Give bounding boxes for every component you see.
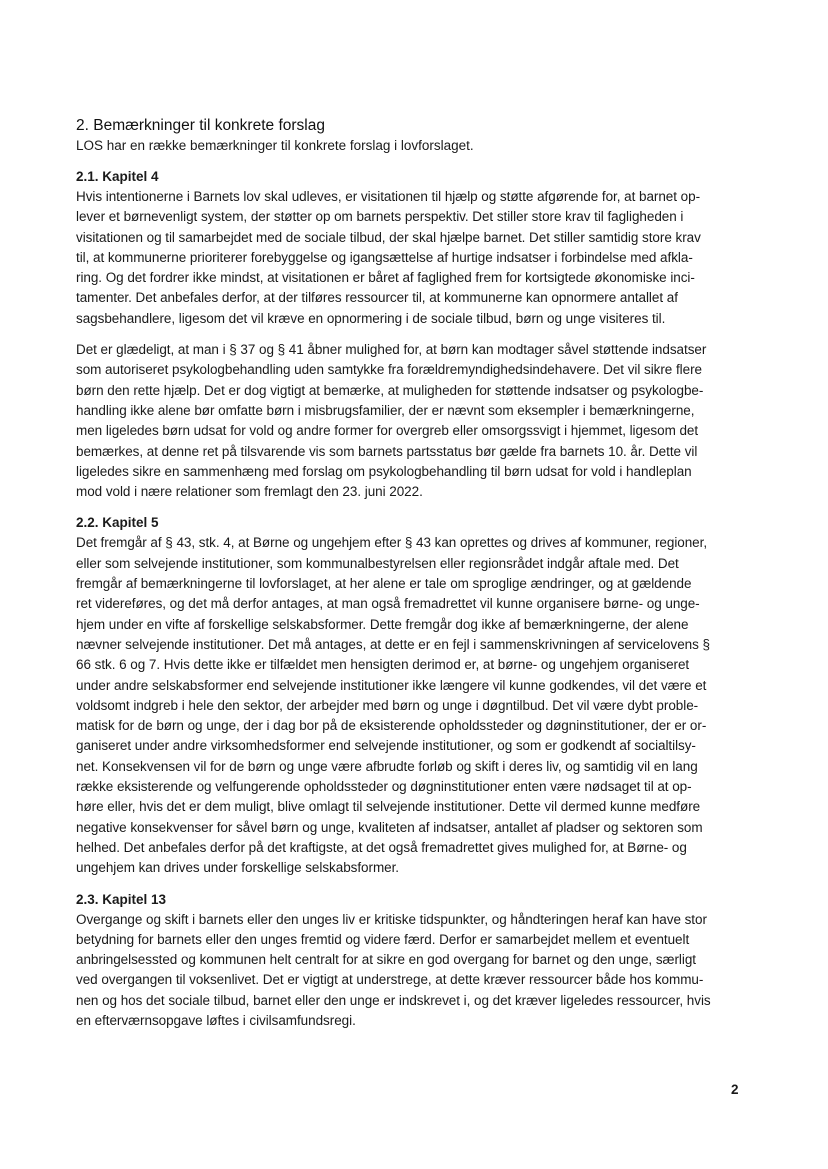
text-line: handling ikke alene bør omfatte børn i misbrugsfamilier, der er nævnt som eksempler i bemærkningerne, [76, 402, 695, 418]
text-line: sagsbehandlere, ligesom det vil kræve en opnormering i de sociale tilbud, børn og unge visiteres til. [76, 310, 666, 326]
text-line: mod vold i nære relationer som fremlagt den 23. juni 2022. [76, 484, 423, 500]
text-line: betydning for barnets eller den unges fremtid og videre færd. Derfor er samarbejdet mellem et eventuelt [76, 931, 690, 947]
text-line: tamenter. Det anbefales derfor, at der tilføres ressourcer til, at kommunerne kan opnormere antallet af [76, 290, 678, 306]
text-line: Hvis intentionerne i Barnets lov skal udleves, er visitationen til hjælp og støtte afgørende for, at barnet op- [76, 189, 701, 204]
text-line: børn den rette hjælp. Det er dog vigtigt at bemærke, at muligheden for støttende indsatser og psykologbe- [76, 382, 704, 398]
text-line: lever et børnevenligt system, der støtter op om barnets perspektiv. Det stiller store krav til fagligheden i [76, 209, 684, 225]
paragraph-kapitel-4-1 [76, 187, 744, 329]
document-page [76, 116, 744, 1042]
text-line: eller som selvejende institutioner, som kommunalbestyrelsen eller regionsrådet indgår aftale med. Det [76, 555, 679, 571]
text-line: bemærkes, at denne ret på tilsvarende vis som barnets partsstatus bør gælde fra barnets 10. år. Dette vil [76, 443, 698, 459]
heading-kapitel-5: 2.2. Kapitel 5 [76, 515, 159, 531]
text-line: under andre selskabsformer end selvejende institutioner ikke længere vil kunne godkendes, vil det være et [76, 677, 707, 693]
heading-kapitel-13: 2.3. Kapitel 13 [76, 891, 167, 907]
text-line: række eksisterende og velfungerende opholdssteder og døgninstitutioner enten være nødsaget til at op- [76, 779, 692, 795]
text-line: fremgår af bemærkningerne til lovforslaget, at her alene er tale om sproglige ændringer, og at gældende [76, 576, 692, 592]
text-line: net. Konsekvensen vil for de børn og unge være afbrudte forløb og skift i deres liv, og samtidig vil en lang [76, 758, 698, 774]
text-line: ungehjem kan drives under forskellige selskabsformer. [76, 860, 400, 876]
heading-kapitel-4: 2.1. Kapitel 4 [76, 169, 159, 184]
text-line: som autoriseret psykologbehandling uden samtykke fra forældremyndighedsindehavere. Det vil sikre flere [76, 362, 702, 378]
text-line: matisk for de børn og unge, der i dag bor på de eksisterende opholdssteder og døgninstitutioner, der er or- [76, 718, 707, 734]
paragraph-kapitel-13 [76, 910, 744, 1032]
text-line: negative konsekvenser for såvel børn og unge, kvaliteten af indsatser, antallet af pladser og sektoren som [76, 819, 703, 835]
text-line: anbringelsessted og kommunen helt centralt for at sikre en god overgang for barnet og den unge, særligt [76, 952, 696, 968]
section-intro: LOS har en række bemærkninger til konkrete forslag i lovforslaget. [76, 138, 474, 153]
text-line: Det fremgår af § 43, stk. 4, at Børne og ungehjem efter § 43 kan oprettes og drives af kommuner, regioner, [76, 535, 708, 551]
text-line: ret videreføres, og det må derfor antages, at man også fremadrettet vil kunne organisere børne- og unge- [76, 596, 700, 612]
page-number: 2 [731, 1082, 739, 1097]
paragraph-kapitel-5 [76, 533, 744, 878]
paragraph-kapitel-4-2 [76, 340, 744, 502]
text-line: til, at kommunerne prioriterer forebyggelse og igangsættelse af hurtige indsatser i forbindelse med afkla- [76, 249, 693, 265]
text-line: hjem under en vifte af forskellige selskabsformer. Dette fremgår dog ikke af bemærkningerne, der alene [76, 616, 689, 632]
text-line: høre eller, hvis det er dem muligt, blive omlagt til selvejende institutioner. Dette vil dermed kunne medføre [76, 799, 701, 815]
text-line: ring. Og det fordrer ikke mindst, at visitationen er båret af faglighed frem for kortsigtede økonomiske inci- [76, 270, 695, 286]
text-line: ved overgangen til voksenlivet. Det er vigtigt at understrege, at dette kræver ressourcer både hos kommu- [76, 972, 704, 988]
text-line: 66 stk. 6 og 7. Hvis dette ikke er tilfældet men hensigten derimod er, at børne- og ungehjem organiseret [76, 657, 690, 673]
text-line: Det er glædeligt, at man i § 37 og § 41 åbner mulighed for, at børn kan modtager såvel støttende indsatser [76, 342, 707, 358]
text-line: helhed. Det anbefales derfor på det kraftigste, at det også fremadrettet gives mulighed for, at Børne- og [76, 839, 687, 855]
text-line: en efterværnsopgave løftes i civilsamfundsregi. [76, 1012, 356, 1028]
text-line: visitationen og til samarbejdet med de sociale tilbud, der skal hjælpe barnet. Det stiller samtidig store krav [76, 229, 701, 245]
text-line: ligeledes sikre en sammenhæng med forslag om psykologbehandling til børn udsat for vold i handleplan [76, 463, 692, 479]
text-line: ganiseret under andre virksomhedsformer end selvejende institutioner, og som er godkendt af socialtilsy- [76, 738, 696, 754]
text-line: voldsomt indgreb i hele den sektor, der arbejder med børn og unge i døgntilbud. Det vil være dybt proble- [76, 697, 699, 713]
text-line: men ligeledes børn udsat for vold og andre former for overgreb eller omsorgssvigt i hjemmet, ligesom det [76, 423, 699, 439]
text-line: Overgange og skift i barnets eller den unges liv er kritiske tidspunkter, og håndteringen heraf kan have stor [76, 911, 707, 927]
text-line: nen og hos det sociale tilbud, barnet eller den unge er indskrevet i, og det kræver ligeledes ressourcer, hvis [76, 992, 711, 1008]
section-title: 2. Bemærkninger til konkrete forslag [76, 117, 325, 134]
text-line: nævner selvejende institutioner. Det må antages, at dette er en fejl i sammenskrivningen af servicelovens § [76, 636, 710, 652]
